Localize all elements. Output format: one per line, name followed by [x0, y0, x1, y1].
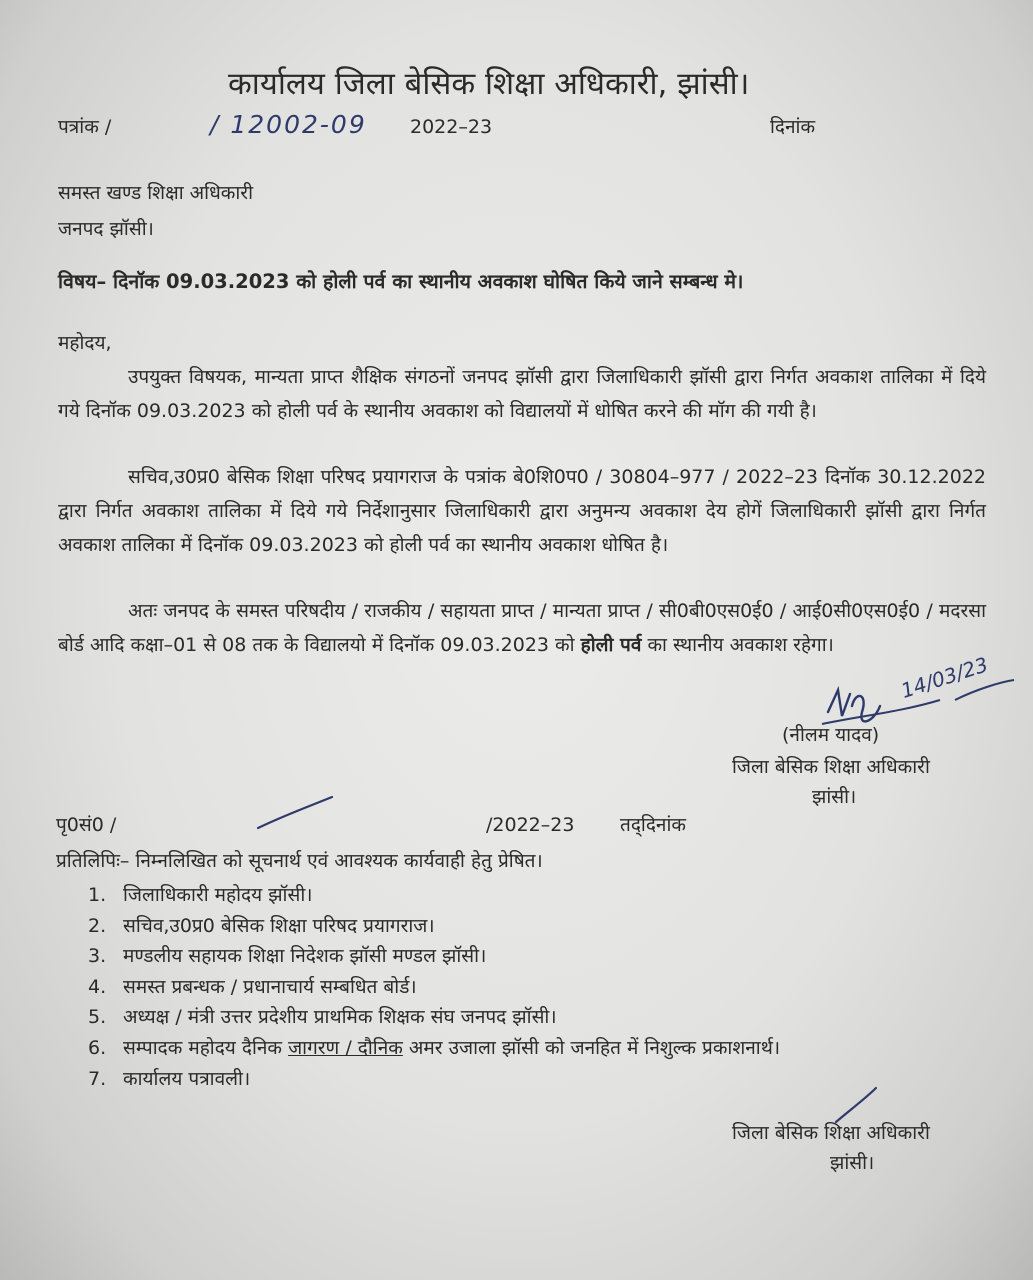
- endorsement-ref-year: /2022–23: [486, 814, 575, 836]
- underlined-newspaper-names: जागरण / दौनिक: [288, 1036, 403, 1059]
- office-title: कार्यालय जिला बेसिक शिक्षा अधिकारी, झांसी।: [228, 66, 750, 102]
- salutation: महोदय,: [58, 332, 112, 354]
- list-item: 2. सचिव,उ0प्र0 बेसिक शिक्षा परिषद प्रयागराज।: [88, 914, 435, 937]
- signatory-place: झांसी।: [812, 786, 857, 808]
- body-paragraph-2: सचिव,उ0प्र0 बेसिक शिक्षा परिषद प्रयागराज के पत्रांक बे0शि0प0 / 30804–977 / 2022–23 दिनॉक 30.12.2022 द्वारा निर्गत अवकाश तालिका में दिये गये निर्देशानुसार जिलाधिकारी द्वारा अनुमन्य अवकाश देय होगें जिलाधिकारी झॉसी द्वारा निर्गत अवकाश तालिका में दिनॉक 09.03.2023 को होली पर्व का स्थानीय अवकाश धोषित है।: [58, 466, 986, 556]
- body-paragraph-1: उपयुक्त विषयक, मान्यता प्राप्त शैक्षिक संगठनों जनपद झॉसी द्वारा जिलाधिकारी झॉसी द्वारा निर्गत अवकाश तालिका में दिये गये दिनॉक 09.03.2023 को होली पर्व के स्थानीय अवकाश को विद्यालयों में धोषित करने की मॉग की गयी है।: [58, 366, 986, 422]
- endorsement-sign-place: झांसी।: [830, 1152, 875, 1174]
- endorsement-ref-label: पृ0सं0 /: [56, 814, 117, 836]
- list-item: 5. अध्यक्ष / मंत्री उत्तर प्रदेशीय प्राथमिक शिक्षक संघ जनपद झॉसी।: [88, 1006, 557, 1029]
- list-item: 6. सम्पादक महोदय दैनिक जागरण / दौनिक अमर उजाला झॉसी को जनहित में निशुल्क प्रकाशनार्थ।: [88, 1036, 781, 1059]
- patrank-year: 2022–23: [410, 116, 493, 138]
- patrank-label: पत्रांक /: [58, 116, 112, 138]
- addressee-line1: समस्त खण्ड शिक्षा अधिकारी: [58, 182, 253, 204]
- list-item: 4. समस्त प्रबन्धक / प्रधानाचार्य सम्बधित बोर्ड।: [88, 975, 417, 998]
- list-item: 1. जिलाधिकारी महोदय झॉसी।: [88, 884, 313, 906]
- signatory-designation: जिला बेसिक शिक्षा अधिकारी: [732, 756, 930, 778]
- copy-recipient-list: [88, 880, 780, 1094]
- signatory-name: (नीलम यादव): [782, 724, 880, 746]
- copy-intro: प्रतिलिपिः– निम्नलिखित को सूचनार्थ एवं आवश्यक कार्यवाही हेतु प्रेषित।: [56, 850, 543, 872]
- signature-date: 14/03/23: [898, 652, 991, 703]
- list-item: 3. मण्डलीय सहायक शिक्षा निदेशक झॉसी मण्डल झॉसी।: [88, 945, 487, 968]
- body-paragraph-3: अतः जनपद के समस्त परिषदीय / राजकीय / सहायता प्राप्त / मान्यता प्राप्त / सी0बी0एस0ई0 / आई0सी0एस0ई0 / मदरसा बोर्ड आदि कक्षा–01 से 08 तक के विद्यालयो में दिनॉक 09.03.2023 को होली पर्व का स्थानीय अवकाश रहेगा।: [58, 600, 986, 656]
- patrank-handwritten-number: / 12002-09: [210, 110, 367, 139]
- subject-line: विषय– दिनॉक 09.03.2023 को होली पर्व का स्थानीय अवकाश घोषित किये जाने सम्बन्ध मे।: [58, 270, 744, 293]
- date-label: दिनांक: [770, 116, 816, 138]
- endorsement-date-label: तद्‌दिनांक: [620, 814, 686, 836]
- list-item: 7. कार्यालय पत्रावली।: [88, 1067, 251, 1090]
- endorsement-sign-designation: जिला बेसिक शिक्षा अधिकारी: [732, 1122, 930, 1144]
- holi-emphasis: होली पर्व: [580, 634, 642, 656]
- addressee-line2: जनपद झॉसी।: [58, 218, 154, 240]
